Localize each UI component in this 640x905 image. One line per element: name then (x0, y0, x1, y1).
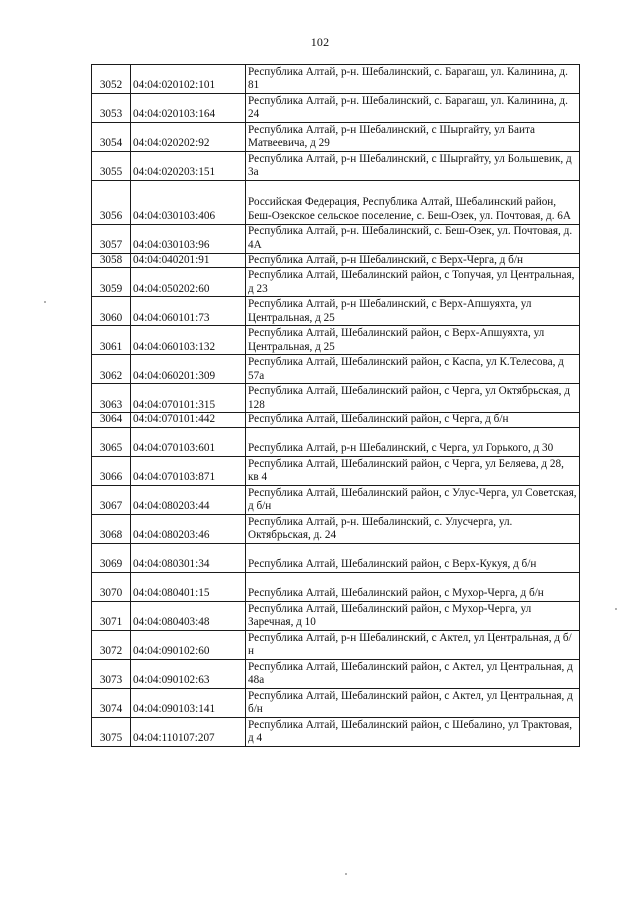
row-number-cell: 3061 (92, 326, 131, 355)
cadastral-number-cell: 04:04:090102:60 (131, 630, 246, 659)
table-row (92, 253, 580, 268)
cadastral-number-cell: 04:04:070101:442 (131, 413, 246, 428)
row-number-cell: 3059 (92, 268, 131, 297)
row-number-cell: 3071 (92, 601, 131, 630)
table-row (92, 601, 580, 630)
row-number-cell: 3063 (92, 384, 131, 413)
address-cell: Республика Алтай, р-н. Шебалинский, с. Барагаш, ул. Калинина, д. 81 (246, 65, 580, 94)
address-cell: Республика Алтай, Шебалинский район, с Мухор-Черга, д б/н (246, 572, 580, 601)
cadastral-number-cell: 04:04:060103:132 (131, 326, 246, 355)
row-number-cell: 3065 (92, 427, 131, 456)
address-cell: Республика Алтай, р-н. Шебалинский, с. Барагаш, ул. Калинина, д. 24 (246, 94, 580, 123)
cadastral-number-cell: 04:04:030103:96 (131, 224, 246, 253)
table-row (92, 572, 580, 601)
address-cell: Республика Алтай, р-н Шебалинский, с Черга, ул Горького, д 30 (246, 427, 580, 456)
row-number-cell: 3058 (92, 253, 131, 268)
cadastral-number-cell: 04:04:080203:46 (131, 514, 246, 543)
row-number-cell: 3055 (92, 152, 131, 181)
address-cell: Республика Алтай, р-н. Шебалинский, с. Беш-Озек, ул. Почтовая, д. 4А (246, 224, 580, 253)
address-cell: Республика Алтай, Шебалинский район, с Черга, д б/н (246, 413, 580, 428)
table-row (92, 630, 580, 659)
cadastral-number-cell: 04:04:080203:44 (131, 485, 246, 514)
row-number-cell: 3069 (92, 543, 131, 572)
table-row (92, 659, 580, 688)
table-row (92, 123, 580, 152)
table-row (92, 485, 580, 514)
cadastral-number-cell: 04:04:060201:309 (131, 355, 246, 384)
address-cell: Республика Алтай, Шебалинский район, с Верх-Апшуяхта, ул Центральная, д 25 (246, 326, 580, 355)
row-number-cell: 3052 (92, 65, 131, 94)
table-row (92, 268, 580, 297)
table-row (92, 152, 580, 181)
scan-speck (345, 873, 347, 875)
address-cell: Республика Алтай, Шебалинский район, с Верх-Кукуя, д б/н (246, 543, 580, 572)
row-number-cell: 3056 (92, 181, 131, 225)
address-cell: Республика Алтай, р-н Шебалинский, с Верх-Апшуяхта, ул Центральная, д 25 (246, 297, 580, 326)
table-row (92, 384, 580, 413)
address-cell: Республика Алтай, Шебалинский район, с Черга, ул Октябрьская, д 128 (246, 384, 580, 413)
cadastral-number-cell: 04:04:090102:63 (131, 659, 246, 688)
row-number-cell: 3060 (92, 297, 131, 326)
address-cell: Республика Алтай, р-н Шебалинский, с Шыргайту, ул Баита Матвеевича, д 29 (246, 123, 580, 152)
address-cell: Республика Алтай, Шебалинский район, с Улус-Черга, ул Советская, д б/н (246, 485, 580, 514)
row-number-cell: 3072 (92, 630, 131, 659)
cadastral-number-cell: 04:04:060101:73 (131, 297, 246, 326)
table-row (92, 326, 580, 355)
cadastral-number-cell: 04:04:030103:406 (131, 181, 246, 225)
table-row (92, 543, 580, 572)
cadastral-number-cell: 04:04:110107:207 (131, 717, 246, 746)
row-number-cell: 3057 (92, 224, 131, 253)
address-cell: Республика Алтай, Шебалинский район, с Топучая, ул Центральная, д 23 (246, 268, 580, 297)
row-number-cell: 3070 (92, 572, 131, 601)
cadastral-number-cell: 04:04:080301:34 (131, 543, 246, 572)
row-number-cell: 3068 (92, 514, 131, 543)
table-row (92, 413, 580, 428)
address-cell: Республика Алтай, Шебалинский район, с Шебалино, ул Трактовая, д 4 (246, 717, 580, 746)
table-row (92, 456, 580, 485)
table-row (92, 65, 580, 94)
table-row (92, 355, 580, 384)
cadastral-number-cell: 04:04:070103:601 (131, 427, 246, 456)
cadastral-number-cell: 04:04:090103:141 (131, 688, 246, 717)
row-number-cell: 3053 (92, 94, 131, 123)
row-number-cell: 3075 (92, 717, 131, 746)
cadastral-number-cell: 04:04:020202:92 (131, 123, 246, 152)
row-number-cell: 3064 (92, 413, 131, 428)
address-cell: Российская Федерация, Республика Алтай, Шебалинский район, Беш-Озекское сельское поселение, с. Беш-Озек, ул. Почтовая, д. 6А (246, 181, 580, 225)
table-row (92, 94, 580, 123)
cadastral-number-cell: 04:04:080401:15 (131, 572, 246, 601)
table-row (92, 181, 580, 225)
registry-table-body (92, 65, 580, 747)
scan-speck (615, 608, 617, 610)
table-row (92, 427, 580, 456)
page-number: 102 (310, 35, 330, 49)
address-cell: Республика Алтай, Шебалинский район, с Актел, ул Центральная, д 48а (246, 659, 580, 688)
row-number-cell: 3067 (92, 485, 131, 514)
address-cell: Республика Алтай, р-н. Шебалинский, с. Улусчерга, ул. Октябрьская, д. 24 (246, 514, 580, 543)
address-cell: Республика Алтай, р-н Шебалинский, с Верх-Черга, д б/н (246, 253, 580, 268)
row-number-cell: 3066 (92, 456, 131, 485)
scan-speck (44, 301, 46, 303)
registry-table (91, 64, 580, 747)
address-cell: Республика Алтай, Шебалинский район, с Мухор-Черга, ул Заречная, д 10 (246, 601, 580, 630)
address-cell: Республика Алтай, р-н Шебалинский, с Актел, ул Центральная, д б/н (246, 630, 580, 659)
cadastral-number-cell: 04:04:040201:91 (131, 253, 246, 268)
row-number-cell: 3062 (92, 355, 131, 384)
table-row (92, 297, 580, 326)
cadastral-number-cell: 04:04:020103:164 (131, 94, 246, 123)
table-row (92, 688, 580, 717)
table-row (92, 514, 580, 543)
cadastral-number-cell: 04:04:020203:151 (131, 152, 246, 181)
table-row (92, 224, 580, 253)
row-number-cell: 3054 (92, 123, 131, 152)
row-number-cell: 3074 (92, 688, 131, 717)
table-row (92, 717, 580, 746)
address-cell: Республика Алтай, Шебалинский район, с Каспа, ул К.Телесова, д 57а (246, 355, 580, 384)
cadastral-number-cell: 04:04:020102:101 (131, 65, 246, 94)
row-number-cell: 3073 (92, 659, 131, 688)
cadastral-number-cell: 04:04:070101:315 (131, 384, 246, 413)
address-cell: Республика Алтай, р-н Шебалинский, с Шыргайту, ул Большевик, д 3а (246, 152, 580, 181)
cadastral-number-cell: 04:04:080403:48 (131, 601, 246, 630)
cadastral-number-cell: 04:04:050202:60 (131, 268, 246, 297)
address-cell: Республика Алтай, Шебалинский район, с Актел, ул Центральная, д б/н (246, 688, 580, 717)
address-cell: Республика Алтай, Шебалинский район, с Черга, ул Беляева, д 28, кв 4 (246, 456, 580, 485)
cadastral-number-cell: 04:04:070103:871 (131, 456, 246, 485)
